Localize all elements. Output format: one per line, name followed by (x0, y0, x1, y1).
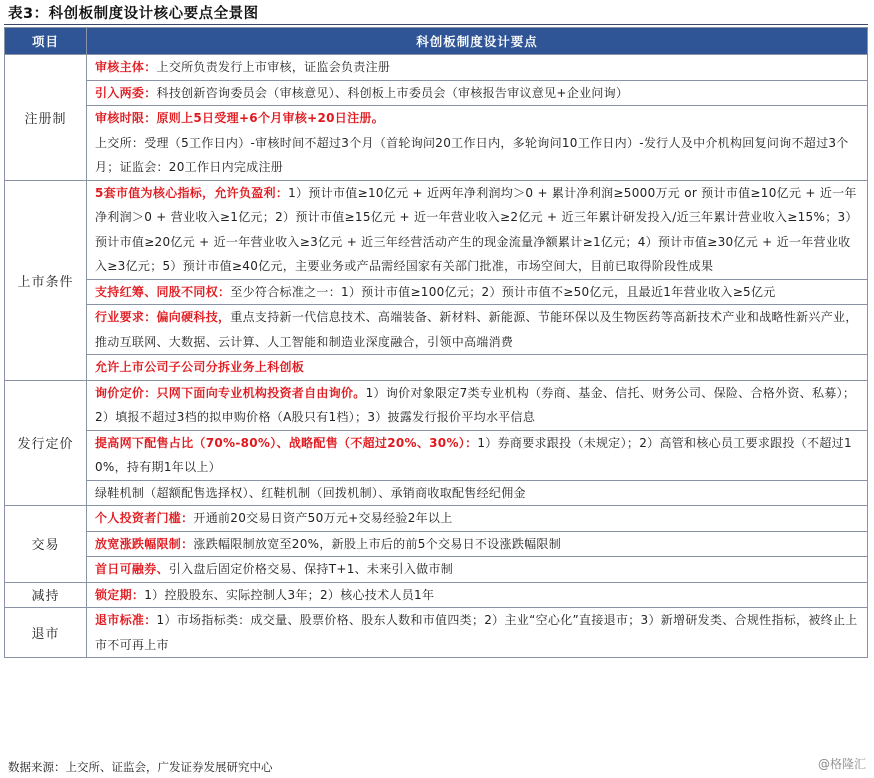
point-lead: 个人投资者门槛： (95, 511, 194, 525)
header-item: 项目 (5, 28, 87, 55)
point-cell (87, 106, 868, 181)
point-text: 引入盘后固定价格交易、保持T+1、未来引入做市制 (168, 562, 454, 576)
point-text: 1）控股股东、实际控制人3年；2）核心技术人员1年 (144, 587, 435, 602)
point-cell (87, 380, 868, 430)
watermark: @格隆汇 (817, 757, 866, 771)
point-text: 至少符合标准之一：1）预计市值≥100亿元；2）预计市值不≥50亿元，且最近1年营业收入≥5亿元 (230, 284, 776, 299)
point-cell (87, 608, 868, 658)
point-lead: 行业要求：偏向硬科技， (95, 310, 231, 324)
point-text: 绿鞋机制（超额配售选择权）、红鞋机制（回拨机制）、承销商收取配售经纪佣金 (95, 485, 526, 500)
point-text: 1）预计市值≥10亿元 + 近两年净利润均＞0 + 累计净利润≥5000万元 or 预计市值≥10亿元 + 近一年净利润＞0 + 营业收入≥1亿元；2）预计市值≥15亿元 + 近一年营业收入≥2亿元 + 近三年累计研发投入/近三年累计营业收入≥15%；3）预计市值≥20亿元 + 近一年营业收入≥3亿元 + 近三年经营活动产生的现金流量净额累计≥1亿元；4）预计市值≥30亿元 + 近一年营业收入≥3亿元；5）预计市值≥40亿元，主要业务或产品需经国家有关部门批准，市场空间大，目前已取得阶段性成果 (95, 185, 858, 273)
point-text: 开通前20交易日资产50万元+交易经验2年以上 (193, 511, 453, 525)
category-registration: 注册制 (5, 55, 87, 181)
point-lead: 5套市值为核心指标，允许负盈利： (95, 185, 289, 200)
category-delisting: 退市 (5, 608, 87, 658)
point-text: 涨跌幅限制放宽至20%，新股上市后的前5个交易日不设涨跌幅限制 (193, 536, 562, 551)
point-cell (87, 80, 868, 106)
point-lead: 锁定期： (95, 587, 145, 602)
table-row (5, 506, 868, 532)
table-row (5, 430, 868, 480)
table-row (5, 608, 868, 658)
table-row (5, 106, 868, 181)
point-text: 1）券商要求跟投（未规定）；2）高管和核心员工要求跟投（不超过10%，持有期1年以上） (95, 435, 852, 474)
table-row (5, 557, 868, 583)
point-lead: 引入两委： (95, 85, 157, 100)
point-lead: 审核时限：原则上5日受理+6个月审核+20日注册。 (95, 111, 385, 125)
table-row (5, 380, 868, 430)
point-lead: 退市标准： (95, 613, 157, 627)
point-cell (87, 506, 868, 532)
table-row (5, 180, 868, 279)
point-lead: 支持红筹、同股不同权： (95, 284, 231, 299)
point-cell (87, 355, 868, 381)
table-row (5, 55, 868, 81)
table-title: 表3：科创板制度设计核心要点全景图 (8, 6, 259, 22)
header-row (5, 28, 868, 55)
point-text: 上交所：受理（5工作日内）-审核时间不超过3个月（首轮询问20工作日内，多轮询问10工作日内）-发行人及中介机构回复问询不超过3个月；证监会：20工作日内完成注册 (95, 135, 849, 174)
category-reduction: 减持 (5, 582, 87, 608)
point-cell (87, 279, 868, 305)
point-cell (87, 180, 868, 279)
table-row (5, 279, 868, 305)
point-text: 1）询价对象限定7类专业机构（券商、基金、信托、财务公司、保险、合格外资、私募）；2）填报不超过3档的拟申购价格（A股只有1档）；3）披露发行报价平均水平信息 (95, 385, 856, 424)
point-text: 科技创新咨询委员会（审核意见）、科创板上市委员会（审核报告审议意见+企业问询） (156, 85, 629, 100)
point-text: 1）市场指标类：成交量、股票价格、股东人数和市值四类；2）主业“空心化”直接退市；3）新增研发类、合规性指标，被终止上市不可再上市 (95, 613, 858, 652)
point-cell (87, 480, 868, 506)
point-text: 上交所负责发行上市审核，证监会负责注册 (156, 60, 391, 74)
point-lead: 首日可融券、 (95, 562, 169, 576)
point-lead: 提高网下配售占比（70%-80%）、战略配售（不超过20%、30%）： (95, 435, 478, 450)
point-lead: 放宽涨跌幅限制： (95, 536, 194, 551)
category-pricing: 发行定价 (5, 380, 87, 506)
point-text: 重点支持新一代信息技术、高端装备、新材料、新能源、节能环保以及生物医药等高新技术产业和战略性新兴产业，推动互联网、大数据、云计算、人工智能和制造业深度融合，引领中高端消费 (95, 310, 858, 349)
category-trading: 交易 (5, 506, 87, 583)
title-divider (4, 24, 868, 25)
point-lead: 审核主体： (95, 60, 157, 74)
table-row (5, 355, 868, 381)
header-points: 科创板制度设计要点 (87, 28, 868, 55)
core-points-table (4, 27, 868, 658)
point-cell (87, 430, 868, 480)
table-row (5, 480, 868, 506)
point-lead: 询价定价：只网下面向专业机构投资者自由询价。 (95, 385, 366, 400)
point-cell (87, 55, 868, 81)
table-row (5, 531, 868, 557)
table-row (5, 80, 868, 106)
point-cell (87, 305, 868, 355)
source-note: 数据来源：上交所、证监会，广发证券发展研究中心 (8, 760, 273, 774)
table-row (5, 305, 868, 355)
point-cell (87, 531, 868, 557)
point-lead: 允许上市公司子公司分拆业务上科创板 (95, 360, 305, 374)
point-cell (87, 557, 868, 583)
point-cell (87, 582, 868, 608)
category-listing: 上市条件 (5, 180, 87, 380)
table-row (5, 582, 868, 608)
